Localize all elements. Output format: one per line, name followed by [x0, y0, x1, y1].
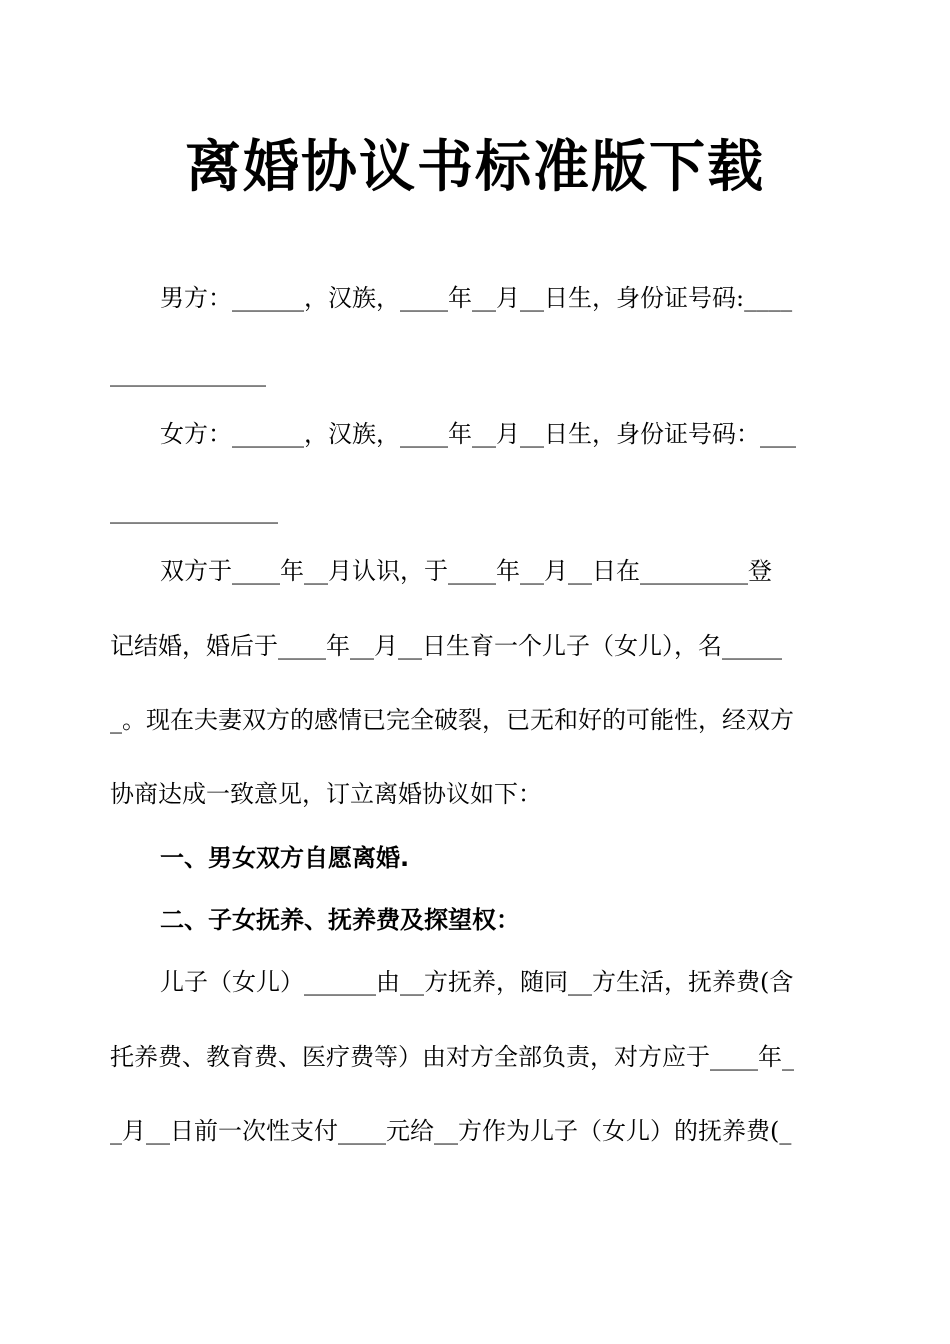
paragraph-line-marriage-4: 协商达成一致意见，订立离婚协议如下： — [110, 780, 542, 808]
document-title: 离婚协议书标准版下载 — [185, 135, 765, 200]
paragraph-line-marriage-2: 记结婚，婚后于____年__月__日生育一个儿子（女儿），名_____ — [110, 632, 782, 660]
paragraph-line-wife: 女方：______，汉族，____年__月__日生，身份证号码：___ — [160, 420, 796, 448]
section-heading-1: 一、男女双方自愿离婚. — [160, 844, 410, 872]
paragraph-line-wife-id-continued: ______________ — [110, 496, 278, 524]
paragraph-line-husband: 男方：______，汉族，____年__月__日生，身份证号码:____ — [160, 284, 793, 312]
paragraph-line-custody-3: _月__日前一次性支付____元给__方作为儿子（女儿）的抚养费(_ — [110, 1117, 792, 1145]
paragraph-line-husband-id-continued: _____________ — [110, 359, 266, 387]
section-heading-2: 二、子女抚养、抚养费及探望权： — [160, 906, 520, 934]
paragraph-line-marriage-1: 双方于____年__月认识，于____年__月__日在_________登 — [160, 557, 772, 585]
paragraph-line-marriage-3: _。现在夫妻双方的感情已完全破裂，已无和好的可能性，经双方 — [110, 706, 794, 734]
paragraph-line-custody-2: 托养费、教育费、医疗费等）由对方全部负责，对方应于____年_ — [110, 1043, 794, 1071]
paragraph-line-custody-1: 儿子（女儿）______由__方抚养，随同__方生活，抚养费(含 — [160, 968, 794, 996]
